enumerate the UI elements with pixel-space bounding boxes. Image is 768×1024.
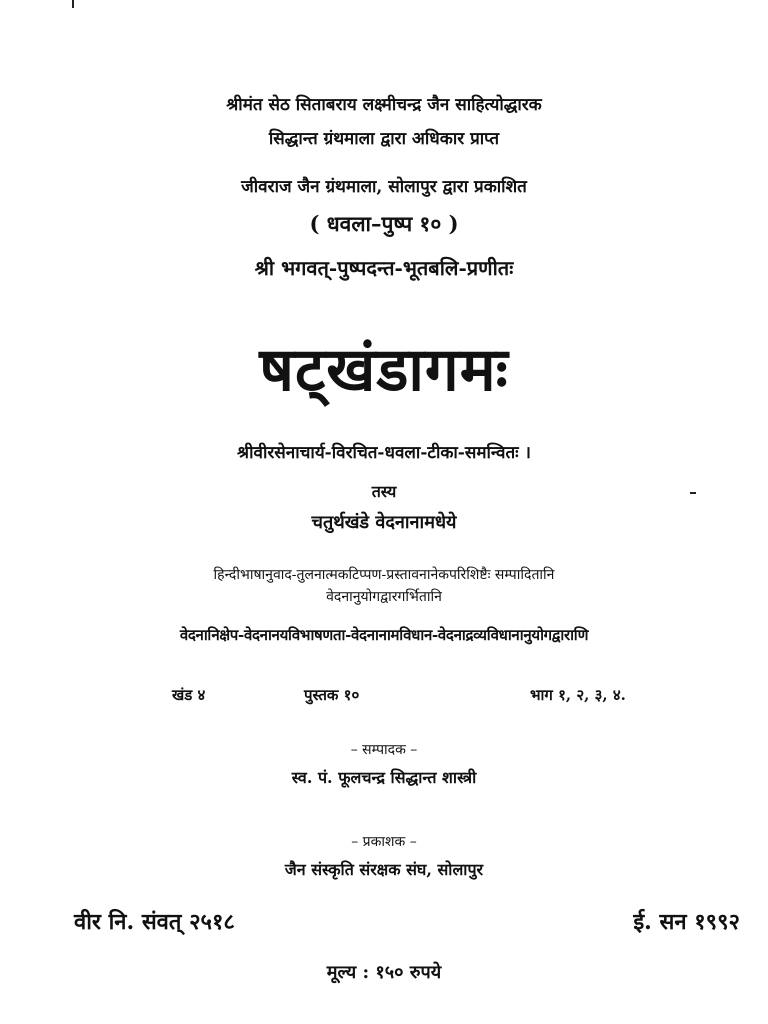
scan-mark bbox=[690, 492, 696, 494]
editor-name: स्व. पं. फूलचन्द्र सिद्धान्त शास्त्री bbox=[291, 768, 477, 787]
section-name: चतुर्थखंडे वेदनानामधेये bbox=[311, 512, 457, 533]
description-line-1: हिन्दीभाषानुवाद-तुलनात्मकटिप्पण-प्रस्तावनानेकपरिशिष्टैः सम्पादितानि bbox=[213, 567, 555, 583]
isvi-san: ई. सन १९९२ bbox=[633, 909, 740, 935]
series-sponsor-line: श्रीमंत सेठ सिताबराय लक्ष्मीचन्द्र जैन साहित्योद्धारक bbox=[226, 95, 542, 115]
scan-mark bbox=[72, 0, 74, 8]
price: मूल्य : १५० रुपये bbox=[326, 962, 442, 983]
tasya-label: तस्य bbox=[371, 482, 397, 501]
description-line-3: वेदनानिक्षेप-वेदनानयविभाषणता-वेदनानामविधान-वेदनाद्रव्यविधानानुयोगद्वाराणि bbox=[179, 626, 589, 644]
vir-samvat: वीर नि. संवत् २५१८ bbox=[74, 909, 235, 935]
bhag-numbers: भाग १, २, ३, ४. bbox=[530, 686, 626, 704]
series-number: ( धवला–पुष्प १० ) bbox=[309, 211, 459, 236]
book-title: षट्खंडागमः bbox=[259, 335, 509, 405]
description-line-2: वेदनानुयोगद्वारगर्भितानि bbox=[326, 589, 442, 605]
khand-number: खंड ४ bbox=[172, 686, 206, 704]
publisher-name: जैन संस्कृति संरक्षक संघ, सोलापुर bbox=[284, 860, 484, 879]
publisher-label: – प्रकाशक – bbox=[351, 834, 417, 850]
publisher-series-line: जीवराज जैन ग्रंथमाला, सोलापुर द्वारा प्रकाशित bbox=[241, 177, 527, 197]
pustak-number: पुस्तक १० bbox=[304, 686, 360, 704]
authors-line: श्री भगवत्-पुष्पदन्त-भूतबलि-प्रणीतः bbox=[254, 256, 514, 280]
series-rights-line: सिद्धान्त ग्रंथमाला द्वारा अधिकार प्राप्त bbox=[268, 129, 500, 149]
editor-label: – सम्पादक – bbox=[350, 742, 418, 758]
commentary-line: श्रीवीरसेनाचार्य-विरचित-धवला-टीका-समन्वितः । bbox=[237, 443, 531, 463]
